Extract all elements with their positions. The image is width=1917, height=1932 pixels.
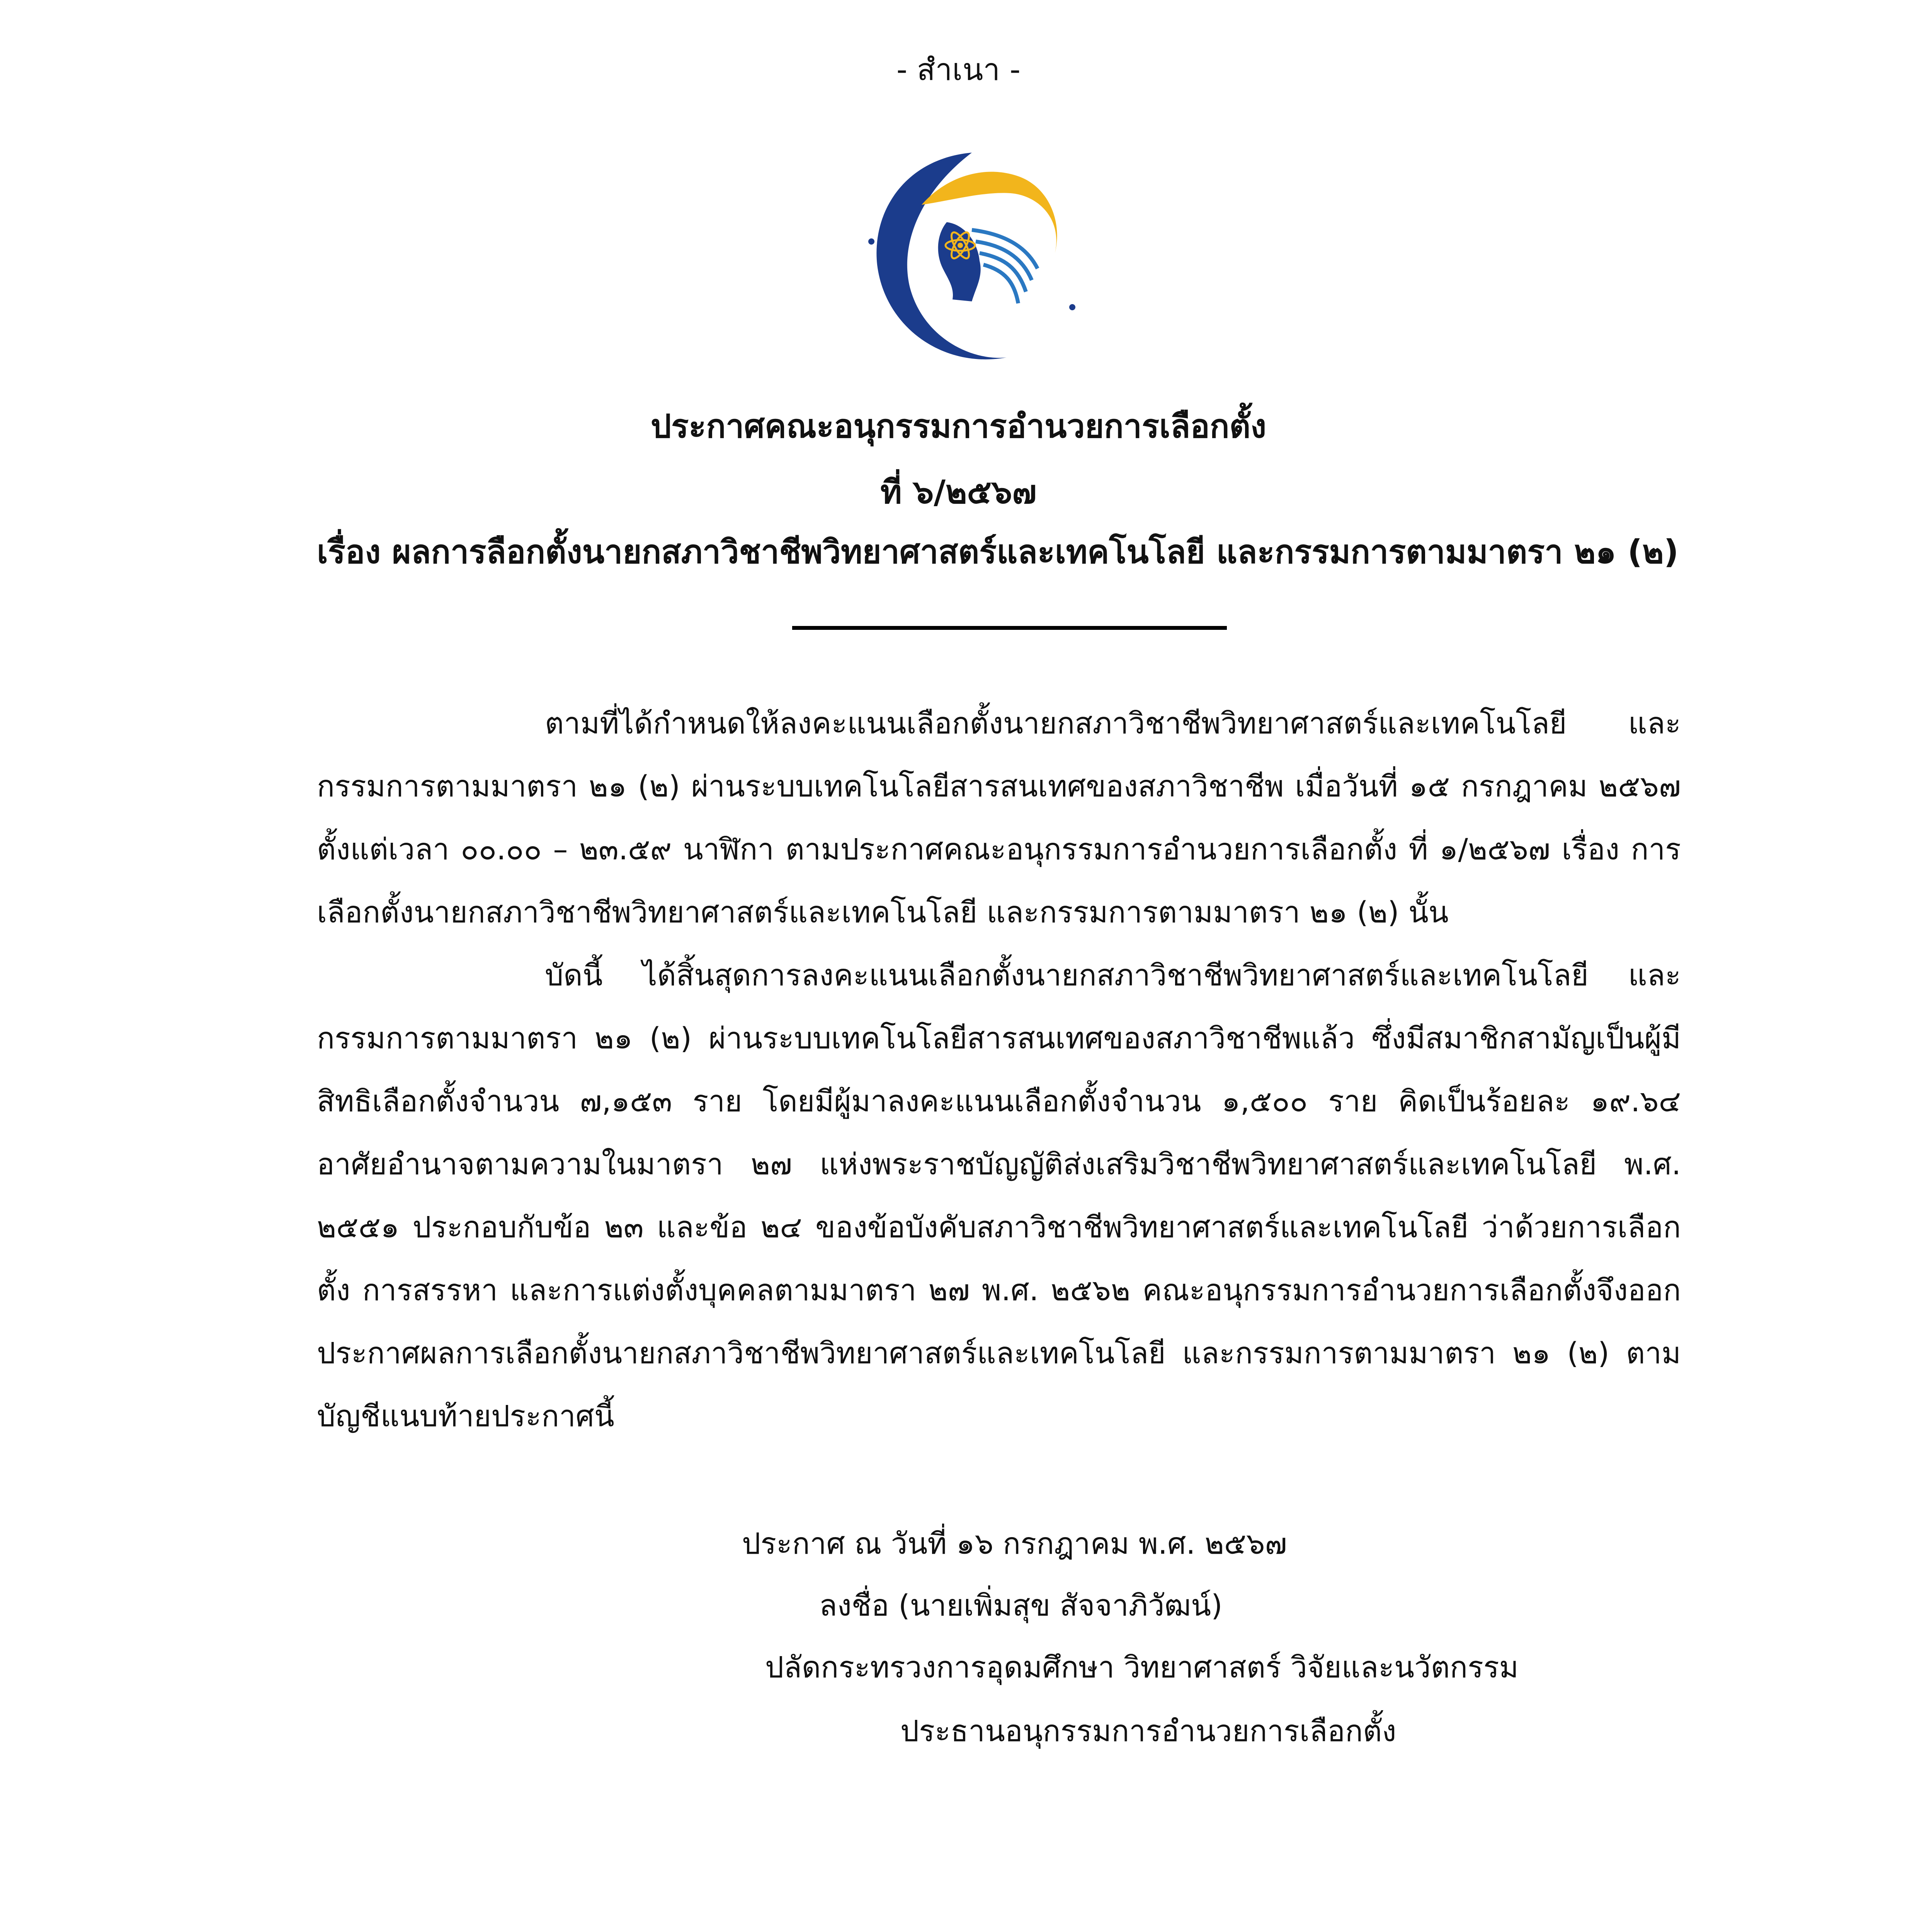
signer-position: ปลัดกระทรวงการอุดมศึกษา วิทยาศาสตร์ วิจัยและนวัตกรรม [765, 1650, 1519, 1684]
body-paragraph-2: บัดนี้ ได้สิ้นสุดการลงคะแนนเลือกตั้งนายกสภาวิชาชีพวิทยาศาสตร์และเทคโนโลยี และกรรมการตามมาตรา ๒๑ (๒) ผ่านระบบเทคโนโลยีสารสนเทศของสภาวิชาชีพแล้ว ซึ่งมีสมาชิกสามัญเป็นผู้มีสิทธิเลือกตั้งจำนวน ๗,๑๕๓ ราย โดยมีผู้มาลงคะแนนเลือกตั้งจำนวน ๑,๕๐๐ ราย คิดเป็นร้อยละ ๑๙.๖๔ อาศัยอำนาจตามความในมาตรา ๒๗ แห่งพระราชบัญญัติส่งเสริมวิชาชีพวิทยาศาสตร์และเทคโนโลยี พ.ศ. ๒๕๕๑ ประกอบกับข้อ ๒๓ และข้อ ๒๔ ของข้อบังคับสภาวิชาชีพวิทยาศาสตร์และเทคโนโลยี ว่าด้วยการเลือกตั้ง การสรรหา และการแต่งตั้งบุคคลตามมาตรา ๒๗ พ.ศ. ๒๕๖๒ คณะอนุกรรมการอำนวยการเลือกตั้งจึงออกประกาศผลการเลือกตั้งนายกสภาวิชาชีพวิทยาศาสตร์และเทคโนโลยี และกรรมการตามมาตรา ๒๑ (๒) ตามบัญชีแนบท้ายประกาศนี้ [317, 958, 1681, 1433]
announcement-body [317, 692, 1681, 1447]
title-underline [792, 626, 1227, 630]
cstp-seal-icon [856, 106, 1095, 383]
signer-name: ลงชื่อ (นายเพิ่มสุข สัจจาภิวัฒน์) [819, 1588, 1223, 1622]
announcement-date: ประกาศ ณ วันที่ ๑๖ กรกฎาคม พ.ศ. ๒๕๖๗ [742, 1526, 1287, 1561]
signer-role: ประธานอนุกรรมการอำนวยการเลือกตั้ง [900, 1714, 1397, 1748]
announcement-number: ที่ ๖/๒๕๖๗ [880, 473, 1037, 511]
body-paragraph-1: ตามที่ได้กำหนดให้ลงคะแนนเลือกตั้งนายกสภาวิชาชีพวิทยาศาสตร์และเทคโนโลยี และกรรมการตามมาตรา ๒๑ (๒) ผ่านระบบเทคโนโลยีสารสนเทศของสภาวิชาชีพ เมื่อวันที่ ๑๕ กรกฎาคม ๒๕๖๗ ตั้งแต่เวลา ๐๐.๐๐ – ๒๓.๕๙ นาฬิกา ตามประกาศคณะอนุกรรมการอำนวยการเลือกตั้ง ที่ ๑/๒๕๖๗ เรื่อง การเลือกตั้งนายกสภาวิชาชีพวิทยาศาสตร์และเทคโนโลยี และกรรมการตามมาตรา ๒๑ (๒) นั้น [317, 706, 1681, 929]
announcement-title: ประกาศคณะอนุกรรมการอำนวยการเลือกตั้ง [650, 407, 1267, 445]
announcement-subject: เรื่อง ผลการลือกตั้งนายกสภาวิชาชีพวิทยาศาสตร์และเทคโนโลยี และกรรมการตามมาตรา ๒๑ (๒) [317, 533, 1679, 571]
copy-mark: - สำเนา - [896, 53, 1021, 87]
